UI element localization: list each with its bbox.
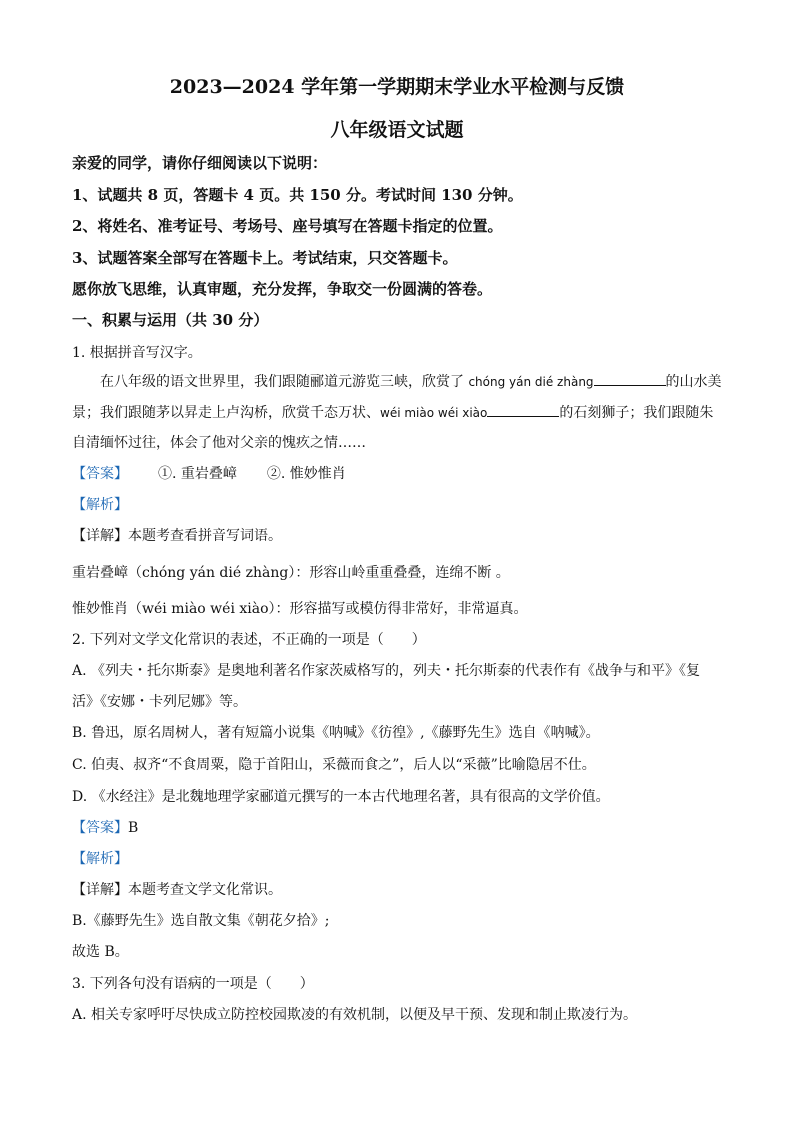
q2-answer: B <box>128 820 139 836</box>
detail-tag: 【详解】 <box>72 882 128 898</box>
detail-tag: 【详解】 <box>72 528 128 544</box>
instruction-item-1: 1、试题共 8 页，答题卡 4 页。共 150 分。考试时间 130 分钟。 <box>72 186 523 204</box>
q2-conclusion: 故选 B。 <box>72 944 129 960</box>
q1-passage-text: 的山水美 <box>665 374 722 390</box>
q2-detail-text: 本题考查文学文化常识。 <box>128 882 282 898</box>
q1-passage-line-1 <box>100 371 722 391</box>
q1-pinyin-2: wéi miào wéi xiào <box>380 406 488 420</box>
q1-answer-line <box>72 463 346 483</box>
analysis-tag: 【解析】 <box>72 497 128 513</box>
q1-explain-2: 惟妙惟肖（wéi miào wéi xiào）：形容描写或模仿得非常好，非常逼真。 <box>72 601 528 617</box>
answer-tag: 【答案】 <box>72 466 128 482</box>
q2-stem: 2. 下列对文学文化常识的表述，不正确的一项是（ ） <box>72 632 426 648</box>
q2-option-a-line-2: 活》《安娜・卡列尼娜》等。 <box>72 694 247 710</box>
q1-pinyin-1: chóng yán dié zhàng <box>468 375 594 389</box>
q1-passage-line-3: 自清缅怀过往，体会了他对父亲的愧疚之情…… <box>72 435 366 451</box>
q1-passage-text: 的石刻狮子；我们跟随朱 <box>559 405 714 421</box>
q1-detail-text: 本题考查看拼音写词语。 <box>128 528 282 544</box>
q1-detail <box>72 525 282 545</box>
q2-option-a-line-1: A. 《列夫・托尔斯泰》是奥地利著名作家茨威格写的，列夫・托尔斯泰的代表作有《战争与和平》《复 <box>72 663 701 679</box>
instruction-item-2: 2、将姓名、准考证号、考场号、座号填写在答题卡指定的位置。 <box>72 217 503 235</box>
q2-explain: B.《藤野先生》选自散文集《朝花夕拾》; <box>72 913 330 929</box>
instructions-greeting: 亲爱的同学，请你仔细阅读以下说明： <box>72 154 328 172</box>
q1-answer-1: ①. 重岩叠嶂 <box>158 466 237 482</box>
section-heading: 一、积累与运用（共 30 分） <box>72 311 269 329</box>
q2-option-c: C. 伯夷、叔齐“不食周粟，隐于首阳山，采薇而食之”，后人以“采薇”比喻隐居不仕。 <box>72 757 596 773</box>
exam-title: 2023—2024 学年第一学期期末学业水平检测与反馈 <box>169 76 625 98</box>
q3-option-a: A. 相关专家呼吁尽快成立防控校园欺凌的有效机制，以便及早干预、发现和制止欺凌行为。 <box>72 1007 638 1023</box>
q3-stem: 3. 下列各句没有语病的一项是（ ） <box>72 976 314 992</box>
exam-subtitle: 八年级语文试题 <box>330 119 464 141</box>
q1-answer-2: ②. 惟妙惟肖 <box>266 466 346 482</box>
analysis-tag: 【解析】 <box>72 851 128 867</box>
q2-option-d: D. 《水经注》是北魏地理学家郦道元撰写的一本古代地理名著，具有很高的文学价值。 <box>72 789 610 805</box>
q1-explain-1: 重岩叠嶂（chóng yán dié zhàng）：形容山岭重重叠叠，连绵不断 。 <box>72 565 510 581</box>
q1-passage-text: 景；我们跟随茅以昇走上卢沟桥，欣赏千态万状、 <box>72 405 380 421</box>
q2-answer-line <box>72 817 138 837</box>
answer-tag: 【答案】 <box>72 820 128 836</box>
instruction-item-3: 3、试题答案全部写在答题卡上。考试结束，只交答题卡。 <box>72 249 458 267</box>
q1-passage-text: 在八年级的语文世界里，我们跟随郦道元游览三峡，欣赏了 <box>100 374 464 390</box>
instructions-wish: 愿你放飞思维，认真审题，充分发挥，争取交一份圆满的答卷。 <box>72 280 493 298</box>
q2-option-b: B. 鲁迅，原名周树人，著有短篇小说集《呐喊》《彷徨》,《藤野先生》选自《呐喊》。 <box>72 725 600 741</box>
q1-stem: 1. 根据拼音写汉字。 <box>72 345 202 361</box>
q1-blank-2 <box>487 404 559 417</box>
q1-passage-line-2 <box>72 402 713 422</box>
q2-detail <box>72 879 282 899</box>
q1-blank-1 <box>594 373 666 386</box>
